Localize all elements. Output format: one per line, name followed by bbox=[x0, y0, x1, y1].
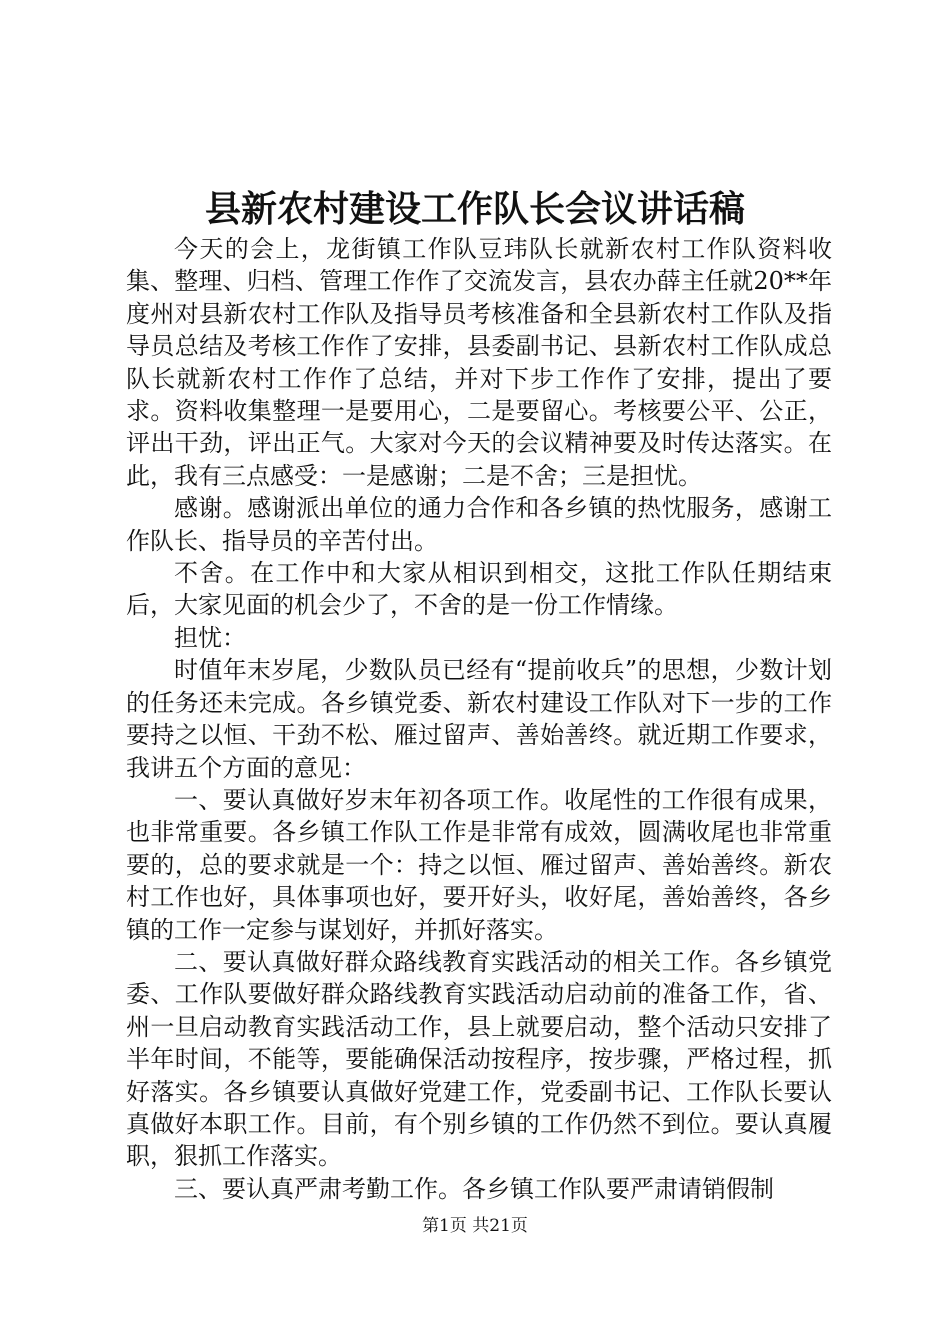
paragraph-point-one: 一、要认真做好岁末年初各项工作。收尾性的工作很有成果，也非常重要。各乡镇工作队工作是非常有成效，圆满收尾也非常重要的，总的要求就是一个：持之以恒、雁过留声、善始善终。新农村工作也好，具体事项也好，要开好头，收好尾，善始善终，各乡镇的工作一定参与谋划好，并抓好落实。 bbox=[126, 785, 832, 944]
paragraph-reluctance: 不舍。在工作中和大家从相识到相交，这批工作队任期结束后，大家见面的机会少了，不舍的是一份工作情缘。 bbox=[126, 559, 832, 620]
paragraph-point-three: 三、要认真严肃考勤工作。各乡镇工作队要严肃请销假制 bbox=[174, 1174, 774, 1203]
paragraph-point-two: 二、要认真做好群众路线教育实践活动的相关工作。各乡镇党委、工作队要做好群众路线教育实践活动启动前的准备工作，省、州一旦启动教育实践活动工作，县上就要启动，整个活动只安排了半年时间，不能等，要能确保活动按程序，按步骤，严格过程，抓好落实。各乡镇要认真做好党建工作，党委副书记、工作队长要认真做好本职工作。目前，有个别乡镇的工作仍然不到位。要认真履职，狠抓工作落实。 bbox=[126, 947, 832, 1171]
paragraph-intro: 今天的会上，龙街镇工作队豆玮队长就新农村工作队资料收集、整理、归档、管理工作作了交流发言，县农办薛主任就20**年度州对县新农村工作队及指导员考核准备和全县新农村工作队及指导员总结及考核工作作了安排，县委副书记、县新农村工作队成总队长就新农村工作作了总结，并对下步工作作了安排，提出了要求。资料收集整理一是要用心，二是要留心。考核要公平、公正，评出干劲，评出正气。大家对今天的会议精神要及时传达落实。在此，我有三点感受：一是感谢；二是不舍；三是担忧。 bbox=[126, 235, 832, 490]
paragraph-concern: 时值年末岁尾，少数队员已经有“提前收兵”的思想，少数计划的任务还未完成。各乡镇党委、新农村建设工作队对下一步的工作要持之以恒、干劲不松、雁过留声、善始善终。就近期工作要求，我讲五个方面的意见： bbox=[126, 656, 832, 782]
paragraph-thanks: 感谢。感谢派出单位的通力合作和各乡镇的热忱服务，感谢工作队长、指导员的辛苦付出。 bbox=[126, 494, 832, 555]
paragraph-concern-heading: 担忧： bbox=[174, 623, 246, 652]
document-body bbox=[126, 233, 832, 1205]
page-number-footer: 第1页 共21页 bbox=[422, 1216, 528, 1236]
document-title: 县新农村建设工作队长会议讲话稿 bbox=[204, 188, 745, 230]
